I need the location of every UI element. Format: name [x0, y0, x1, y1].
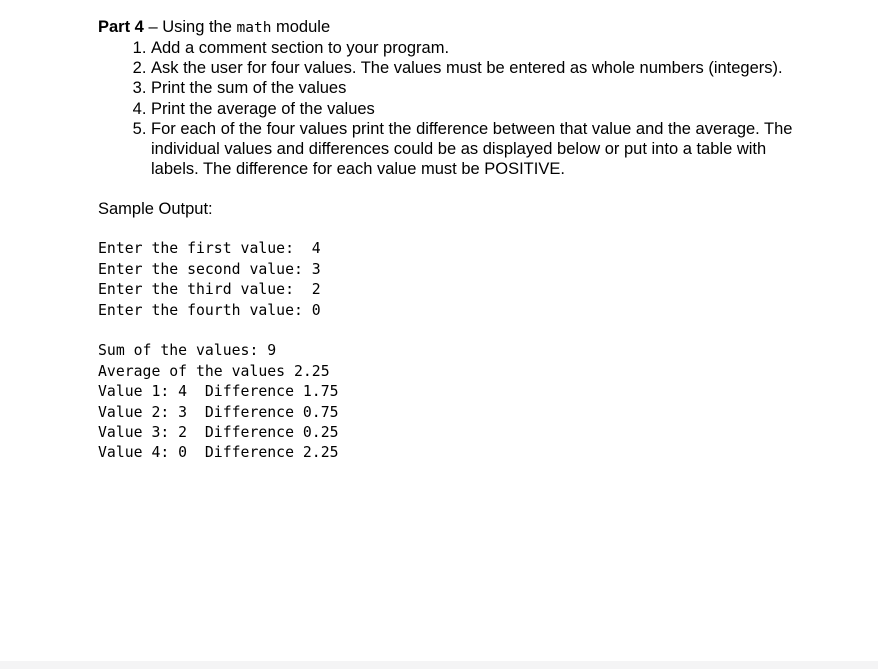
- result-line: Value 2: 3 Difference 0.75: [98, 403, 339, 421]
- step-item: 1. Add a comment section to your program.: [151, 38, 798, 58]
- input-line: Enter the fourth value: 0: [98, 301, 321, 319]
- result-line: Value 3: 2 Difference 0.25: [98, 424, 339, 442]
- step-item: 2. Ask the user for four values. The values must be entered as whole numbers (integers).: [151, 58, 798, 78]
- sample-output-label: Sample Output:: [98, 200, 213, 219]
- input-line: Enter the third value: 2: [98, 281, 321, 299]
- part-heading: [98, 17, 798, 38]
- step-item: 4. Print the average of the values: [151, 99, 798, 119]
- sample-output-block: [98, 239, 798, 463]
- result-line: Sum of the values: 9: [98, 342, 277, 360]
- result-line: Average of the values 2.25: [98, 362, 330, 380]
- input-line: Enter the first value: 4: [98, 240, 321, 258]
- heading-rest: module: [271, 18, 331, 36]
- module-name: math: [236, 20, 272, 36]
- step-item: 3. Print the sum of the values: [151, 78, 798, 98]
- assignment-page: [98, 17, 798, 464]
- input-line: Enter the second value: 3: [98, 260, 321, 278]
- part-number: Part 4: [98, 18, 144, 36]
- heading-dash: – Using the: [143, 18, 237, 36]
- bottom-divider: [0, 661, 878, 669]
- result-line: Value 4: 0 Difference 2.25: [98, 444, 339, 462]
- step-item: 5. For each of the four values print the difference between that value and the average. The individual values and differences could be as displayed below or put into a table with labels. The difference for each value must be POSITIVE.: [151, 119, 798, 180]
- result-line: Value 1: 4 Difference 1.75: [98, 383, 339, 401]
- step-list: [98, 38, 798, 179]
